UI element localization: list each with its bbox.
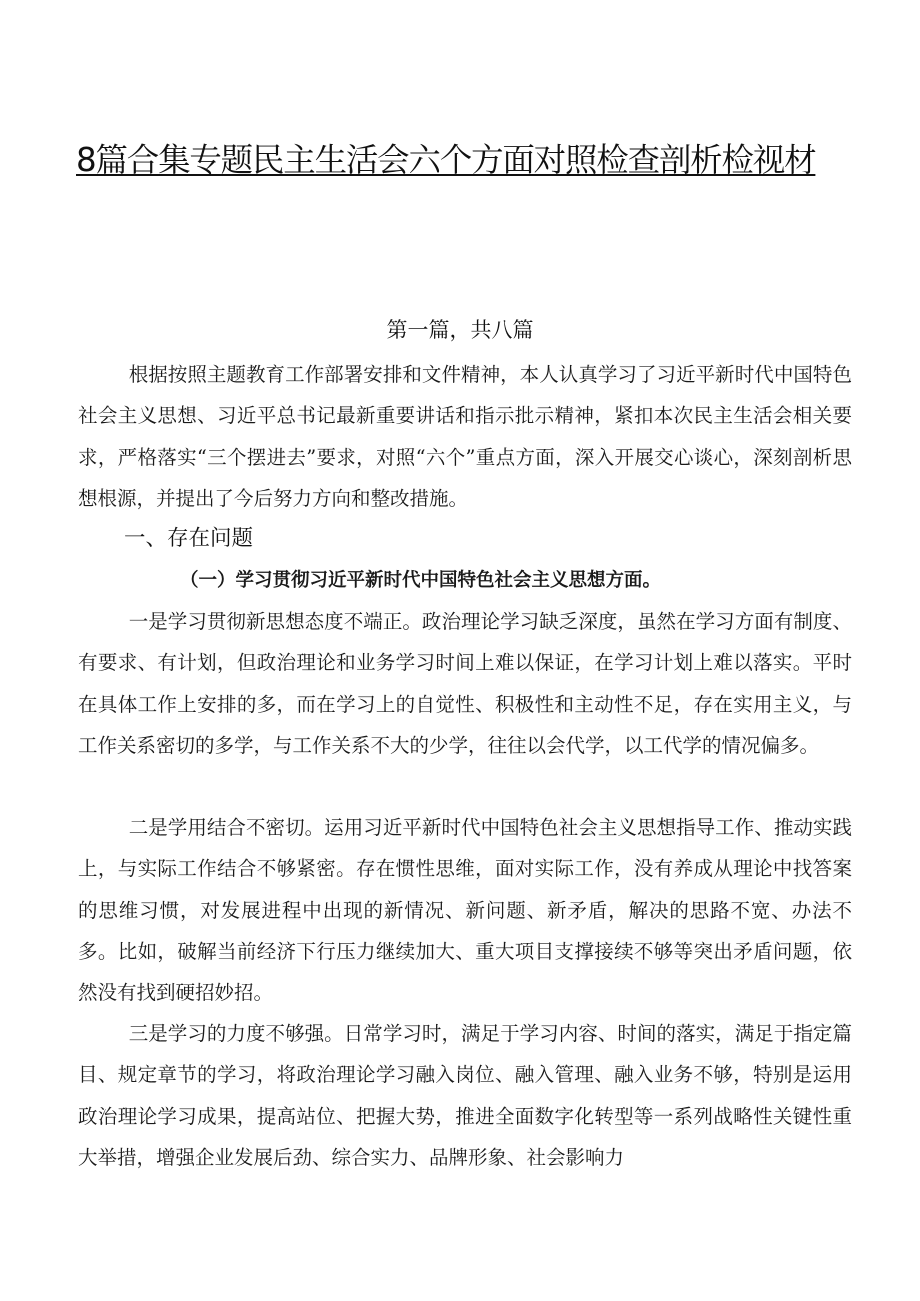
intro-paragraph: 根据按照主题教育工作部署安排和文件精神，本人认真学习了习近平新时代中国特色社会主义思想、习近平总书记最新重要讲话和指示批示精神，紧扣本次民主生活会相关要求，严格落实“三个摆进去”要求，对照“六个”重点方面，深入开展交心谈心，深刻剖析思想根源，并提出了今后努力方向和整改措施。 — [78, 363, 852, 510]
paragraph-3: 三是学习的力度不够强。日常学习时，满足于学习内容、时间的落实，满足于指定篇目、规定章节的学习，将政治理论学习融入岗位、融入管理、融入业务不够，特别是运用政治理论学习成果，提高站位、把握大势，推进全面数字化转型等一系列战略性关键性重大举措，增强企业发展后劲、综合实力、品牌形象、社会影响力 — [78, 1022, 852, 1169]
paragraph-2: 二是学用结合不密切。运用习近平新时代中国特色社会主义思想指导工作、推动实践上，与实际工作结合不够紧密。存在惯性思维，面对实际工作，没有养成从理论中找答案的思维习惯，对发展进程中出现的新情况、新问题、新矛盾，解决的思路不宽、办法不多。比如，破解当前经济下行压力继续加大、重大项目支撑接续不够等突出矛盾问题，依然没有找到硬招妙招。 — [78, 816, 852, 1005]
heading-existing-problems: 一、存在问题 — [124, 526, 254, 551]
document-title: 8篇合集专题民主生活会六个方面对照检查剖析检视材 — [76, 141, 816, 179]
paragraph-1: 一是学习贯彻新思想态度不端正。政治理论学习缺乏深度，虽然在学习方面有制度、有要求、有计划，但政治理论和业务学习时间上难以保证，在学习计划上难以落实。平时在具体工作上安排的多，而在学习上的自觉性、积极性和主动性不足，存在实用主义，与工作关系密切的多学，与工作关系不大的少学，往往以会代学，以工代学的情况偏多。 — [78, 610, 852, 757]
subheading-study-thought: （一）学习贯彻习近平新时代中国特色社会主义思想方面。 — [180, 570, 662, 591]
section-heading: 第一篇，共八篇 — [386, 318, 534, 342]
